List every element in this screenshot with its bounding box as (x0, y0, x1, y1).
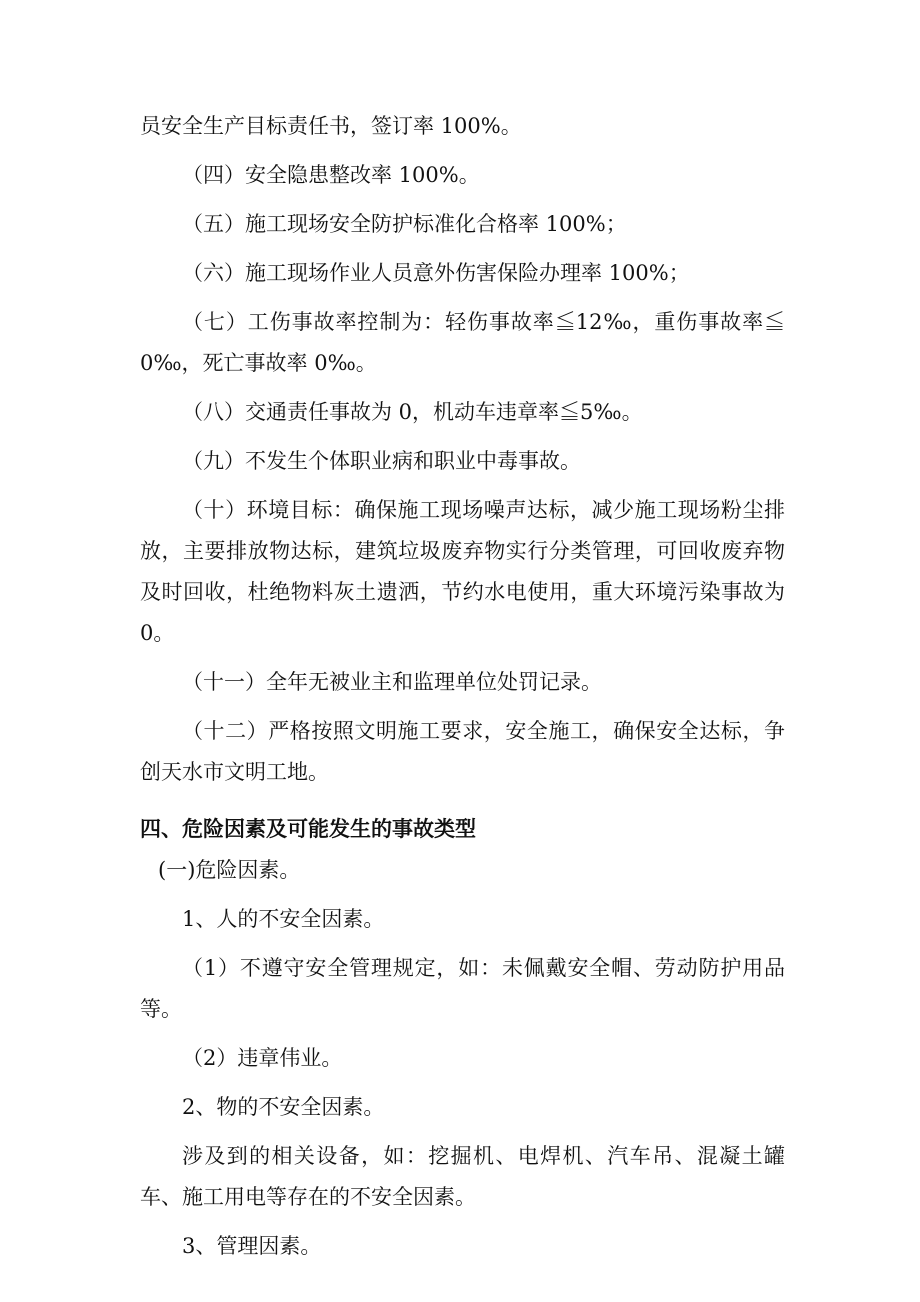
list-item-management-factors: 3、管理因素。 (182, 1234, 322, 1258)
paragraph-item-7: （七）工伤事故率控制为：轻伤事故率≦12‰，重伤事故率≦0‰，死亡事故率 0‰。 (140, 310, 785, 375)
paragraph-item-11: （十一）全年无被业主和监理单位处罚记录。 (182, 670, 602, 694)
section-heading: 四、危险因素及可能发生的事故类型 (140, 817, 476, 841)
list-item-object-factors: 2、物的不安全因素。 (182, 1095, 385, 1119)
list-item-safety-rules: （1）不遵守安全管理规定，如：未佩戴安全帽、劳动防护用品等。 (140, 956, 785, 1021)
document-body (140, 106, 785, 1267)
list-item-equipment: 涉及到的相关设备，如：挖掘机、电焊机、汽车吊、混凝土罐车、施工用电等存在的不安全因素。 (140, 1144, 785, 1209)
paragraph-item-6: （六）施工现场作业人员意外伤害保险办理率 100%； (182, 261, 690, 285)
paragraph-item-10: （十）环境目标：确保施工现场噪声达标，减少施工现场粉尘排放，主要排放物达标，建筑垃圾废弃物实行分类管理，可回收废弃物及时回收，杜绝物料灰土遗洒，节约水电使用，重大环境污染事故为 0。 (140, 498, 785, 645)
section-subheading: (一)危险因素。 (158, 858, 301, 882)
paragraph-item-5: （五）施工现场安全防护标准化合格率 100%； (182, 212, 627, 236)
paragraph-item-9: （九）不发生个体职业病和职业中毒事故。 (182, 449, 581, 473)
paragraph-item-8: （八）交通责任事故为 0，机动车违章率≦5‰。 (182, 400, 643, 424)
paragraph-item-12: （十二）严格按照文明施工要求，安全施工，确保安全达标，争创天水市文明工地。 (140, 719, 785, 784)
list-item-violations: （2）违章伟业。 (182, 1046, 343, 1070)
paragraph-item-4: （四）安全隐患整改率 100%。 (182, 163, 480, 187)
paragraph-continuation: 员安全生产目标责任书，签订率 100%。 (140, 114, 522, 138)
list-item-human-factors: 1、人的不安全因素。 (182, 907, 385, 931)
